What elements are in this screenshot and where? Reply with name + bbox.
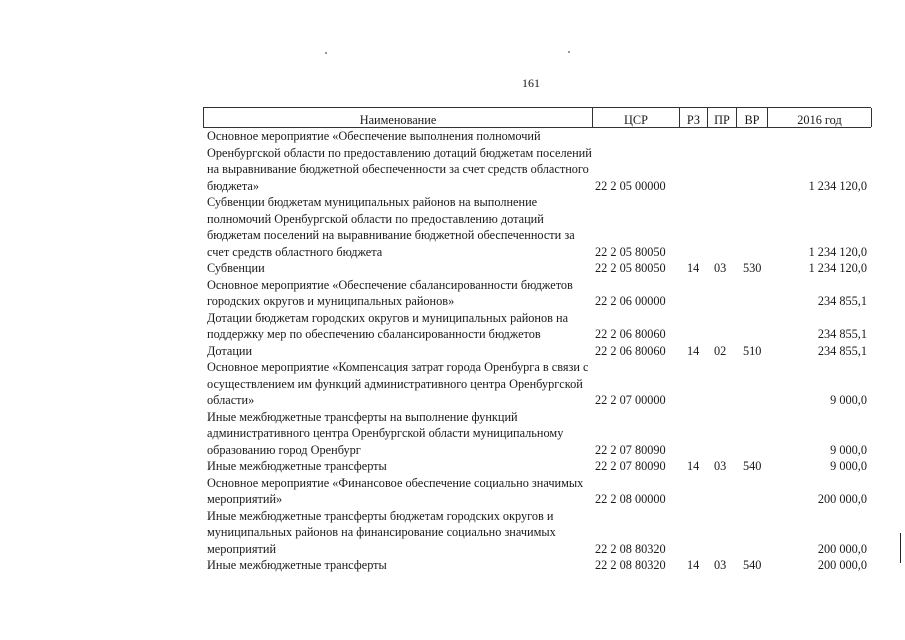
table-row: [203, 128, 871, 194]
row-name: Дотации бюджетам городских округов и муниципальных районов на поддержку мер по обеспечению сбалансированности бюджетов: [207, 310, 569, 341]
row-csr: 22 2 07 00000: [595, 393, 666, 407]
table-row: [203, 194, 871, 260]
scan-speck: [568, 51, 570, 53]
row-csr: 22 2 06 80060: [595, 343, 666, 358]
row-csr: 22 2 07 80090: [595, 442, 666, 457]
row-csr: 22 2 05 00000: [595, 178, 666, 193]
row-rz: 14: [687, 558, 700, 572]
row-amount: 200 000,0: [817, 558, 867, 572]
row-name: Субвенции бюджетам муниципальных районов на выполнение полномочий Оренбургской области по предоставлению дотаций бюджетам поселений на выравнивание бюджетной обеспеченности за счет средств областного бюджета: [207, 195, 575, 259]
row-csr: 22 2 05 80050: [595, 244, 666, 259]
header-csr: ЦСР: [592, 108, 679, 127]
row-amount: 234 855,1: [817, 294, 867, 308]
scan-speck: [325, 52, 327, 54]
header-rz: РЗ: [679, 108, 707, 127]
row-name: Иные межбюджетные трансферты: [207, 558, 387, 572]
row-vr: 510: [743, 343, 762, 358]
row-name: Иные межбюджетные трансферты на выполнение функций административного центра Оренбургской области муниципальному образованию город Оренбург: [207, 409, 564, 457]
row-csr: 22 2 08 80320: [595, 558, 666, 572]
row-name: Основное мероприятие «Обеспечение выполнения полномочий Оренбургской области по предоставлению дотаций бюджетам поселений на выравнивание бюджетной обеспеченности за счет средств областного бюджета»: [207, 129, 592, 193]
row-name: Субвенции: [207, 261, 265, 275]
table-row: [203, 557, 871, 574]
table-row: [203, 260, 871, 277]
row-amount: 1 234 120,0: [808, 261, 867, 275]
row-name: Основное мероприятие «Финансовое обеспечение социально значимых мероприятий»: [207, 475, 584, 506]
table-header: [203, 107, 871, 128]
row-name: Иные межбюджетные трансферты: [207, 459, 387, 473]
row-pr: 03: [714, 261, 727, 275]
header-vr: ВР: [736, 108, 767, 127]
table-row: [203, 359, 871, 409]
table-body: [203, 128, 871, 574]
row-amount: 234 855,1: [817, 327, 867, 341]
row-amount: 200 000,0: [817, 492, 867, 506]
table-row: [203, 458, 871, 475]
row-rz: 14: [687, 343, 700, 358]
row-vr: 540: [743, 558, 762, 572]
row-pr: 03: [714, 558, 727, 572]
row-vr: 530: [743, 261, 762, 275]
row-csr: 22 2 06 80060: [595, 327, 666, 341]
row-csr: 22 2 08 00000: [595, 492, 666, 506]
table-row: [203, 475, 871, 508]
row-name: Основное мероприятие «Обеспечение сбалансированности бюджетов городских округов и муниципальных районов»: [207, 277, 573, 308]
row-pr: 03: [714, 459, 727, 473]
table-row: [203, 409, 871, 459]
row-name: Основное мероприятие «Компенсация затрат города Оренбурга в связи с осуществлением им функций административного центра Оренбургской области»: [207, 360, 589, 407]
table-row: [203, 508, 871, 558]
table-row: [203, 277, 871, 310]
table-row: [203, 310, 871, 343]
row-amount: 234 855,1: [817, 343, 867, 358]
row-rz: 14: [687, 459, 700, 473]
row-amount: 9 000,0: [830, 442, 867, 457]
scan-edge-mark: [900, 533, 901, 563]
row-vr: 540: [743, 459, 762, 473]
row-csr: 22 2 06 00000: [595, 294, 666, 308]
budget-table: [203, 107, 871, 574]
row-csr: 22 2 08 80320: [595, 541, 666, 556]
header-pr: ПР: [707, 108, 736, 127]
row-csr: 22 2 07 80090: [595, 459, 666, 473]
row-amount: 1 234 120,0: [808, 244, 867, 259]
table-row: [203, 343, 871, 360]
row-csr: 22 2 05 80050: [595, 261, 666, 275]
row-amount: 200 000,0: [817, 541, 867, 556]
header-name: Наименование: [203, 108, 592, 127]
row-rz: 14: [687, 261, 700, 275]
page-number: 161: [522, 76, 540, 90]
row-pr: 02: [714, 343, 727, 358]
row-amount: 9 000,0: [830, 393, 867, 407]
row-name: Иные межбюджетные трансферты бюджетам городских округов и муниципальных районов на финансирование социально значимых мероприятий: [207, 508, 556, 556]
row-amount: 9 000,0: [830, 459, 867, 473]
row-amount: 1 234 120,0: [808, 178, 867, 193]
header-year: 2016 год: [767, 108, 872, 127]
row-name: Дотации: [207, 343, 253, 358]
